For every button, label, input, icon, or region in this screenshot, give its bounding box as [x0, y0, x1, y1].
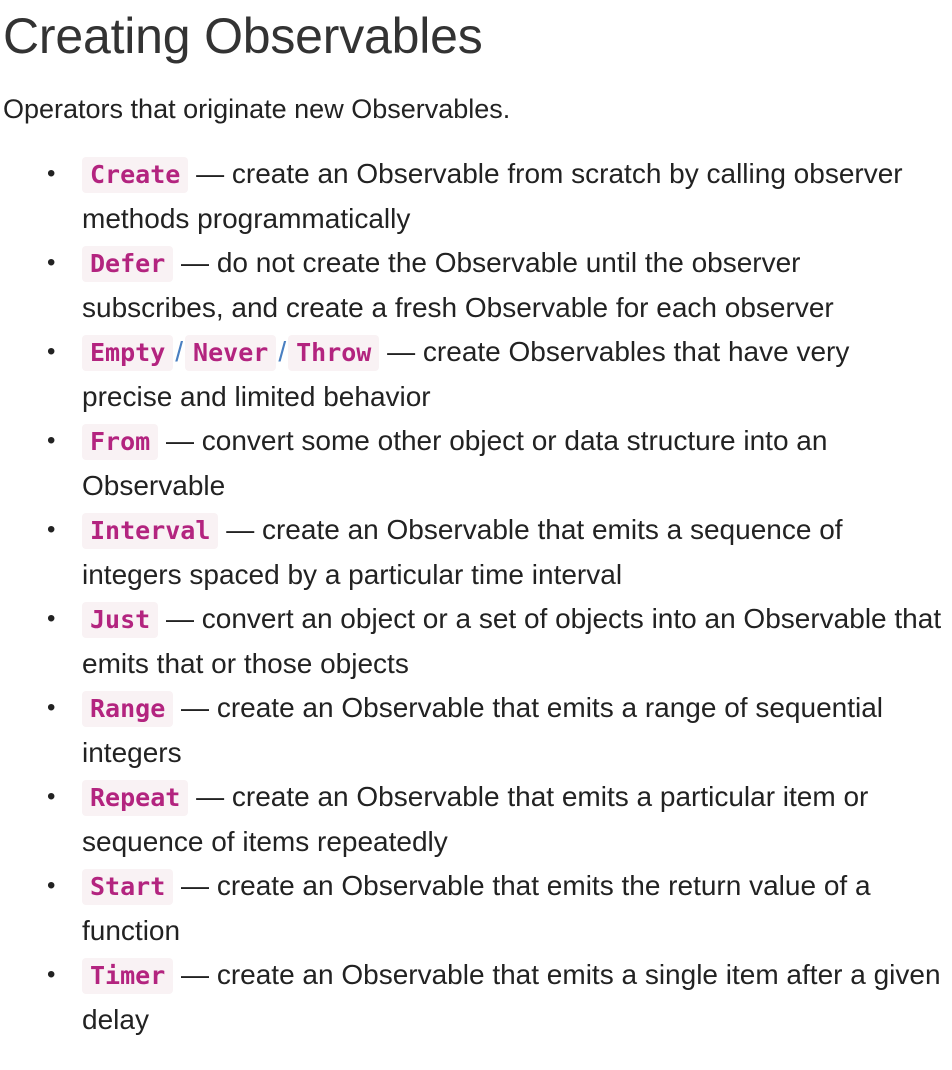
bullet-icon: • [47, 516, 56, 543]
list-item [3, 508, 952, 597]
operator-link-empty[interactable]: Empty [82, 335, 173, 371]
list-item [3, 864, 952, 953]
operator-description: — create an Observable from scratch by calling observer methods programmatically [82, 158, 903, 234]
list-item [3, 241, 952, 330]
operator-description: — create an Observable that emits a sequence of integers spaced by a particular time interval [82, 514, 843, 590]
operator-link-defer[interactable]: Defer [82, 246, 173, 282]
bullet-icon: • [47, 249, 56, 276]
operator-separator: / [278, 336, 287, 367]
operator-description: — convert some other object or data structure into an Observable [82, 425, 828, 501]
operator-link-range[interactable]: Range [82, 691, 173, 727]
list-item [3, 330, 952, 419]
bullet-icon: • [47, 427, 56, 454]
page-title: Creating Observables [3, 8, 483, 64]
list-item [3, 152, 952, 241]
operator-link-timer[interactable]: Timer [82, 958, 173, 994]
operator-description: — create an Observable that emits the return value of a function [82, 870, 871, 946]
operator-link-repeat[interactable]: Repeat [82, 780, 188, 816]
list-item [3, 419, 952, 508]
operator-description: — do not create the Observable until the observer subscribes, and create a fresh Observable for each observer [82, 247, 834, 323]
bullet-icon: • [47, 160, 56, 187]
operator-link-interval[interactable]: Interval [82, 513, 218, 549]
bullet-icon: • [47, 783, 56, 810]
list-item [3, 597, 952, 686]
operator-list [3, 152, 952, 1042]
operator-link-just[interactable]: Just [82, 602, 158, 638]
bullet-icon: • [47, 961, 56, 988]
bullet-icon: • [47, 872, 56, 899]
intro-text: Operators that originate new Observables. [3, 94, 511, 124]
bullet-icon: • [47, 694, 56, 721]
operator-separator: / [175, 336, 184, 367]
operator-link-start[interactable]: Start [82, 869, 173, 905]
list-item [3, 775, 952, 864]
operator-link-throw[interactable]: Throw [288, 335, 379, 371]
operator-link-from[interactable]: From [82, 424, 158, 460]
operator-link-create[interactable]: Create [82, 157, 188, 193]
operator-link-never[interactable]: Never [185, 335, 276, 371]
list-item [3, 953, 952, 1042]
operator-description: — create an Observable that emits a single item after a given delay [82, 959, 941, 1035]
operator-description: — create an Observable that emits a particular item or sequence of items repeatedly [82, 781, 869, 857]
operator-description: — create an Observable that emits a range of sequential integers [82, 692, 883, 768]
list-item [3, 686, 952, 775]
operator-description: — convert an object or a set of objects into an Observable that emits that or those objects [82, 603, 942, 679]
bullet-icon: • [47, 605, 56, 632]
operator-description: — create Observables that have very precise and limited behavior [82, 336, 850, 412]
bullet-icon: • [47, 338, 56, 365]
